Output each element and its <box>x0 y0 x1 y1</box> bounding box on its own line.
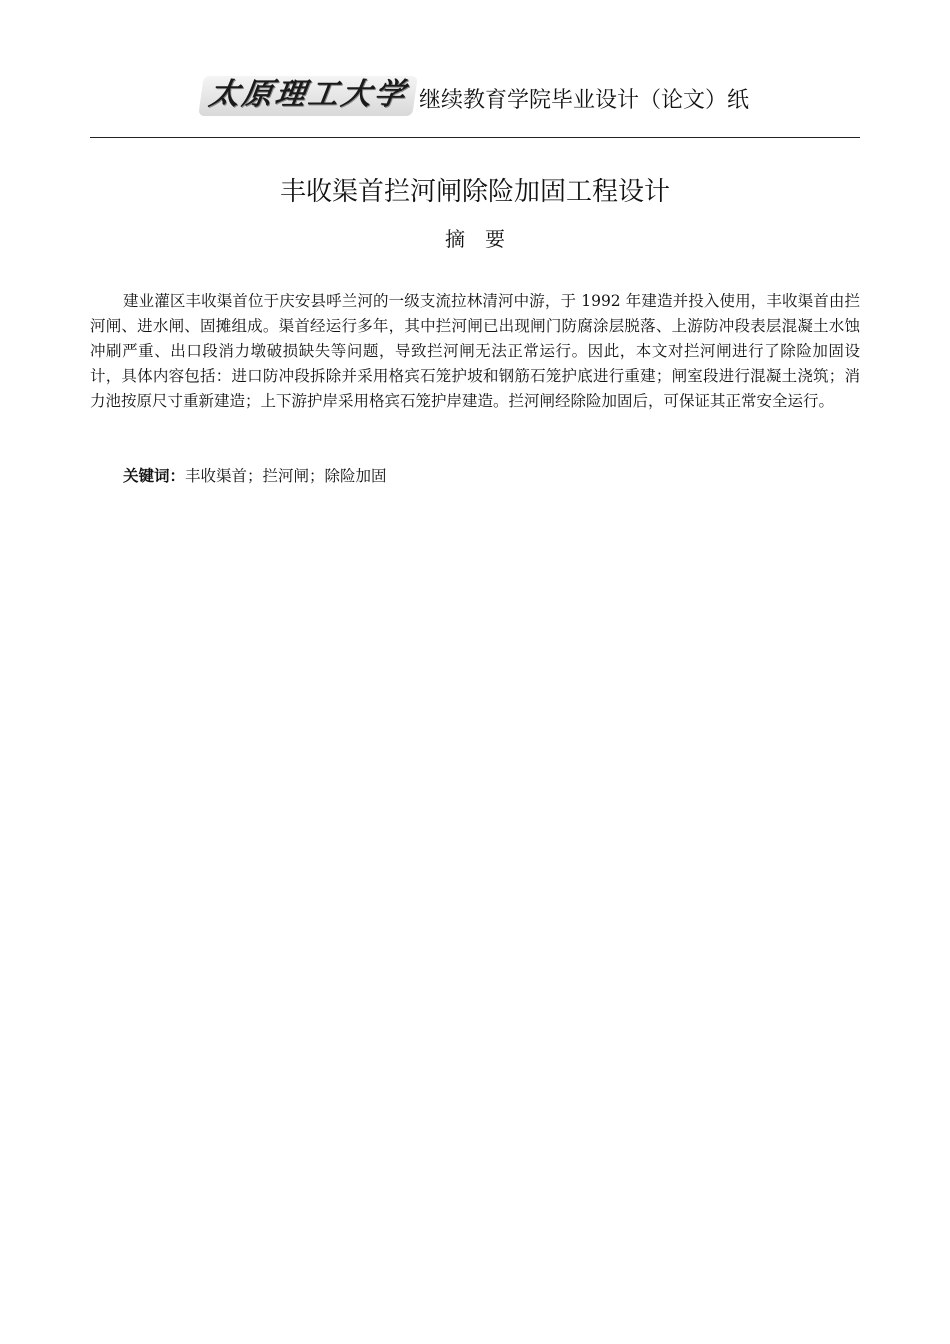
keywords-line <box>123 465 387 487</box>
header-divider <box>90 137 860 138</box>
page-header <box>90 72 860 116</box>
abstract-heading: 摘要 <box>445 227 525 251</box>
keywords-label: 关键词： <box>123 467 186 485</box>
abstract-body: 建业灌区丰收渠首位于庆安县呼兰河的一级支流拉林清河中游，于 1992 年建造并投入使用，丰收渠首由拦河闸、进水闸、固摊组成。渠首经运行多年，其中拦河闸已出现闸门防腐涂层脱落、上游防冲段表层混凝土水蚀冲刷严重、出口段消力墩破损缺失等问题，导致拦河闸无法正常运行。因此，本文对拦河闸进行了除险加固设计，具体内容包括：进口防冲段拆除并采用格宾石笼护坡和钢筋石笼护底进行重建；闸室段进行混凝土浇筑；消力池按原尺寸重新建造；上下游护岸采用格宾石笼护岸建造。拦河闸经除险加固后，可保证其正常安全运行。 <box>90 292 860 410</box>
university-logo: 太原理工大学 <box>198 76 418 116</box>
thesis-title: 丰收渠首拦河闸除险加固工程设计 <box>279 177 670 207</box>
header-title: 继续教育学院毕业设计（论文）纸 <box>418 88 749 113</box>
keywords-value: 丰收渠首；拦河闸；除险加固 <box>185 467 387 485</box>
